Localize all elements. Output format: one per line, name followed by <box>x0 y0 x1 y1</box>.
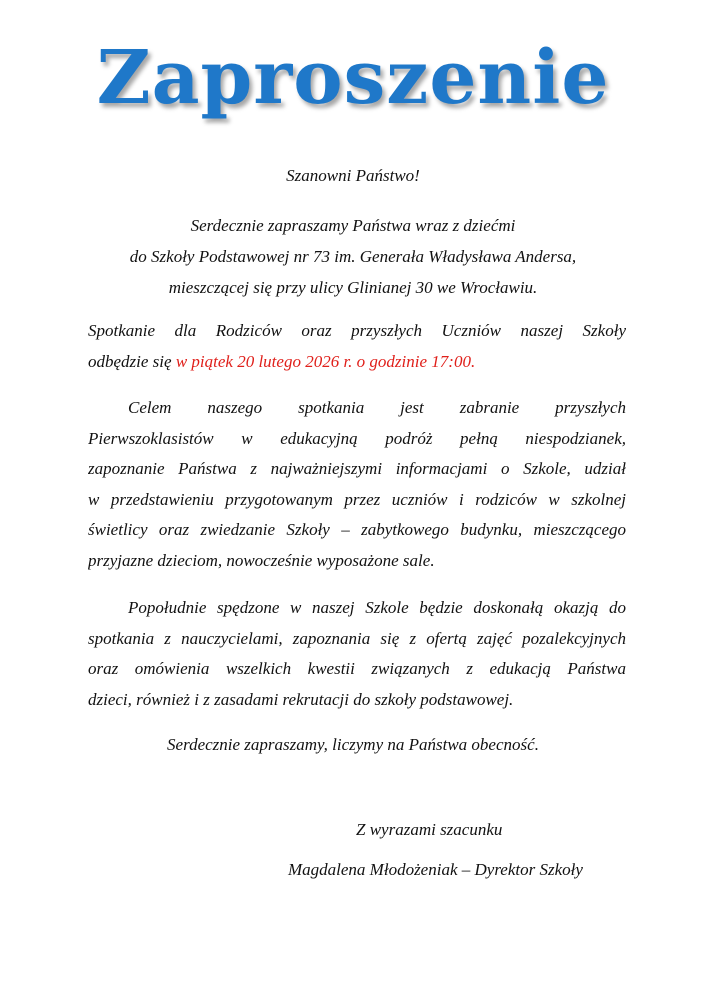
paragraph-line: Popołudnie spędzone w naszej Szkole będzie doskonałą okazją do <box>128 598 626 617</box>
intro-line: do Szkoły Podstawowej nr 73 im. Generała Władysława Andersa, <box>129 247 577 266</box>
intro-line: Serdecznie zapraszamy Państwa wraz z dziećmi <box>190 216 516 235</box>
signature-name: Magdalena Młodożeniak – Dyrektor Szkoły <box>288 860 583 879</box>
paragraph-line: zapoznanie Państwa z najważniejszymi informacjami o Szkole, udział <box>88 459 626 479</box>
meeting-paragraph <box>88 316 626 377</box>
greeting: Szanowni Państwo! <box>286 166 420 185</box>
paragraph-line: dzieci, również i z zasadami rekrutacji do szkoły podstawowej. <box>88 689 514 709</box>
signature-regards: Z wyrazami szacunku <box>356 820 503 839</box>
meeting-date-prefix: odbędzie się <box>88 351 176 371</box>
paragraph-line: przyjazne dzieciom, nowocześnie wyposażone sale. <box>88 550 435 570</box>
paragraph-afternoon <box>88 593 626 715</box>
paragraph-line: świetlicy oraz zwiedzanie Szkoły – zabytkowego budynku, mieszczącego <box>88 520 626 540</box>
paragraph-line: w przedstawieniu przygotowanym przez uczniów i rodziców w szkolnej <box>88 489 626 509</box>
paragraph-line: Pierwszoklasistów w edukacyjną podróż pełną niespodzianek, <box>88 428 626 448</box>
paragraph-line: oraz omówienia wszelkich kwestii związanych z edukacją Państwa <box>88 659 626 679</box>
intro-line: mieszczącej się przy ulicy Glinianej 30 we Wrocławiu. <box>168 278 538 297</box>
closing-line: Serdecznie zapraszamy, liczymy na Państwa obecność. <box>167 735 539 754</box>
invitation-title: Zaproszenie <box>96 35 610 121</box>
meeting-line: Spotkanie dla Rodziców oraz przyszłych Uczniów naszej Szkoły <box>88 321 626 340</box>
paragraph-line: spotkania z nauczycielami, zapoznania się z ofertą zajęć pozalekcyjnych <box>88 628 626 648</box>
paragraph-goals <box>88 393 626 577</box>
meeting-date-highlight: w piątek 20 lutego 2026 r. o godzinie 17:00. <box>175 351 476 371</box>
paragraph-line: Celem naszego spotkania jest zabranie przyszłych <box>128 398 626 417</box>
meeting-date-line <box>88 347 626 378</box>
